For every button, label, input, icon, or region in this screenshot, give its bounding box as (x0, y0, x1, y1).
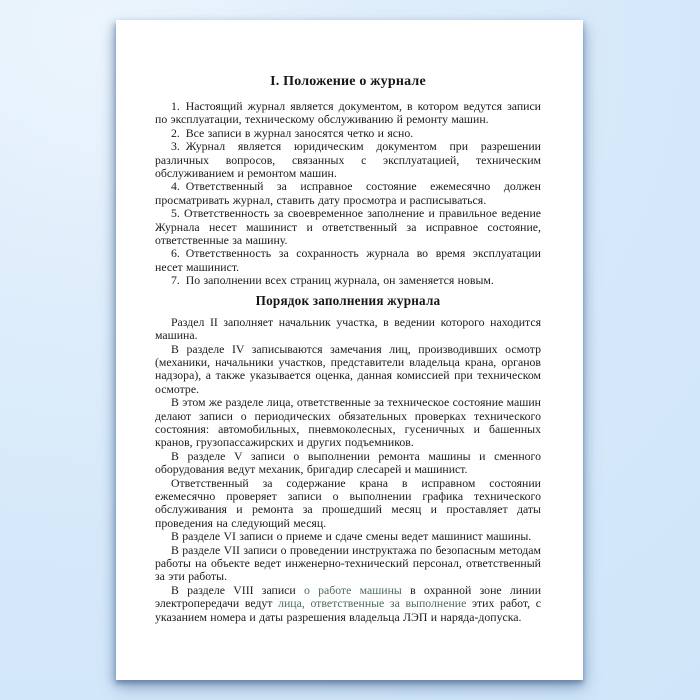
text-segment: лица, ответственные за выполнение (278, 596, 467, 611)
clause-5: 5. Ответственность за своевременное заполнение и правильное ведение Журнала несет машинист и ответственный за исправное состояние, ответственные за машину. (155, 206, 541, 248)
clause-7: 7. По заполнении всех страниц журнала, он заменяется новым. (171, 273, 494, 288)
order-para-7: В разделе VII записи о проведении инструктажа по безопасным методам работы на объекте ведет инженерно-технический персонал, ответственный за эти работы. (155, 542, 541, 584)
order-para-1: Раздел II заполняет начальник участка, в ведении которого находится машина. (155, 314, 541, 343)
text-segment: В разделе VIII записи (171, 582, 304, 597)
clause-1: 1. Настоящий журнал является документом, в котором ведутся записи по эксплуатации, техническому обслуживанию й ремонту машин. (155, 99, 541, 127)
document-page (116, 20, 583, 680)
order-para-2: В разделе IV записываются замечания лиц, производивших осмотр (механики, начальники участков, представители владельца крана, органов надзора), а также указывается оценка, данная комиссией при техническом осмотре. (155, 341, 541, 396)
order-para-6: В разделе VI записи о приеме и сдаче смены ведет машинист машины. (171, 529, 532, 544)
order-para-final (155, 584, 541, 624)
clause-6: 6. Ответственность за сохранность журнала во время эксплуатации несет машинист. (155, 246, 541, 274)
order-para-3: В этом же разделе лица, ответственные за техническое состояние машин делают записи о периодических обязательных проверках технического состояния: автомобильных, пневмоколесных, гусеничных и башенных кранов, грузопассажирских и других подъемников. (155, 395, 541, 450)
order-para-4: В разделе V записи о выполнении ремонта машины и сменного оборудования ведут механик, бригадир слесарей и машинист. (155, 448, 541, 477)
clause-4: 4. Ответственный за исправное состояние ежемесячно должен просматривать журнал, ставить дату просмотра и расписываться. (155, 179, 541, 207)
section2-title: Порядок заполнения журнала (255, 292, 441, 308)
clause-2: 2. Все записи в журнал заносятся четко и ясно. (171, 125, 414, 140)
text-segment: в охранной зоне линии электропередачи ведут (155, 582, 542, 611)
text-segment: о работе машины (303, 582, 402, 597)
clause-3: 3. Журнал является юридическим документом при разрешении различных вопросов, связанных с эксплуатацией, техническим обслуживанием и ремонтом машин. (155, 139, 541, 181)
order-para-5: Ответственный за содержание крана в исправном состоянии ежемесячно проверяет записи о выполнении графика технического обслуживания и ремонта за прошедший месяц и проставляет даты проведения на следующий месяц. (155, 475, 541, 530)
section1-title: I. Положение о журнале (270, 74, 426, 89)
text-segment: этих работ, с указанием номера и даты разрешения владельца ЛЭП и наряда-допуска. (155, 596, 542, 624)
